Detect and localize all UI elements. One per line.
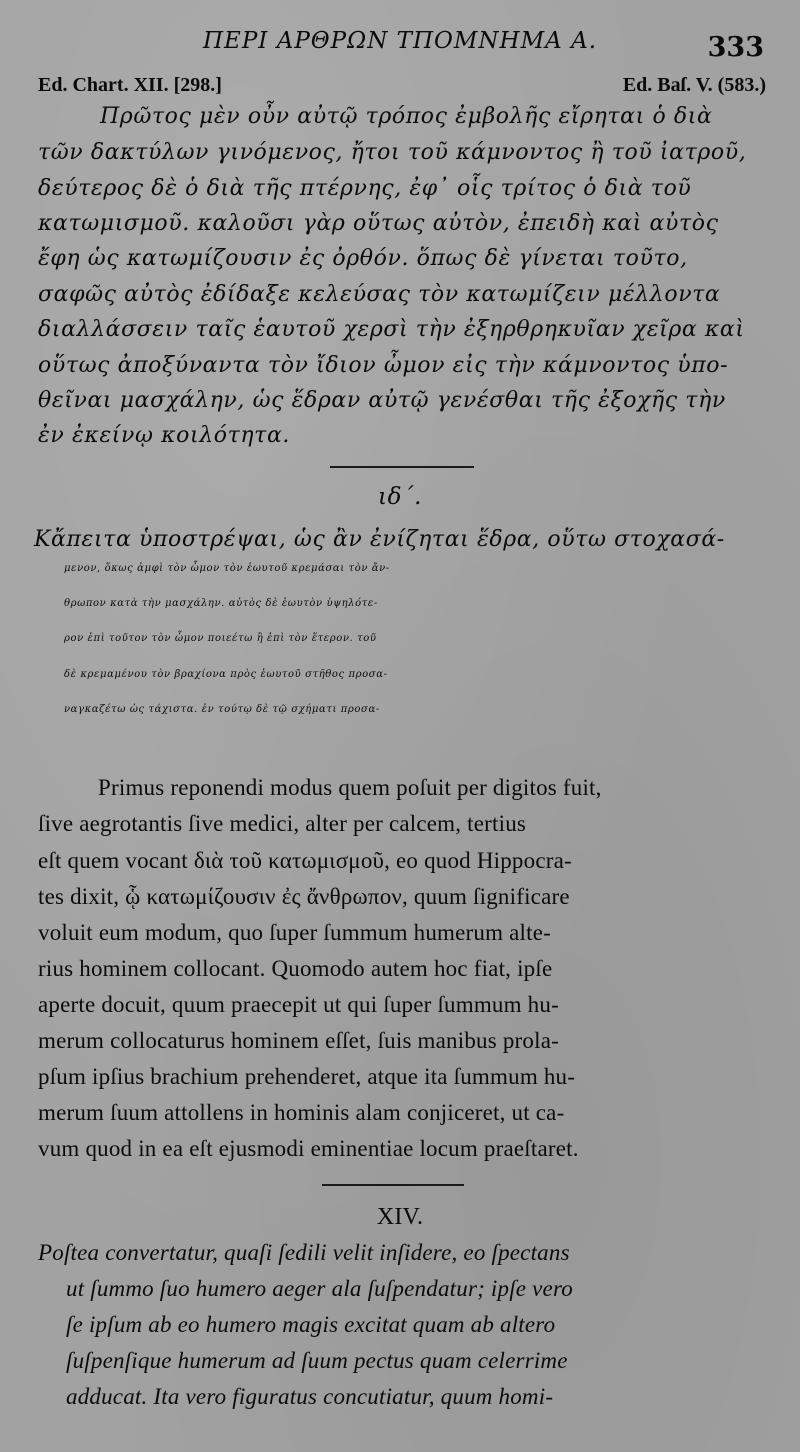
greek-line: δεύτερος δὲ ὁ διὰ τῆς πτέρνης, ἐφ᾽ οἷς τρίτος ὁ διὰ τοῦ [38, 176, 692, 201]
latin-italic-line: ſe ipſum ab eo humero magis excitat quam ab altero [66, 1312, 556, 1337]
greek-line: ρον ἐπὶ τοῦτον τὸν ὦμον ποιεέτω ἢ ἐπὶ τὸν ἕτερον. τοῦ [64, 633, 377, 644]
latin-line: pſum ipſius brachium prehenderet, atque ita ſummum hu- [38, 1064, 576, 1089]
latin-italic-line: ſuſpenſique humerum ad ſuum pectus quam celerrime [66, 1348, 568, 1373]
greek-line: θεῖναι μασχάλην, ὡς ἕδραν αὐτῷ γενέσθαι τῆς ἐξοχῆς τὴν [38, 388, 726, 413]
greek-line: σαφῶς αὐτὸς ἐδίδαξε κελεύσας τὸν κατωμίζειν μέλλοντα [38, 282, 721, 307]
greek-line: θρωπον κατὰ τὴν μασχάλην. αὐτὸς δὲ ἑωυτὸν ὑψηλότε- [64, 598, 378, 609]
section-number-latin: XIV. [376, 1204, 424, 1230]
section-number-greek: ιδ΄. [377, 484, 423, 510]
greek-line: μενον, ὅκως ἀμφὶ τὸν ὦμον τὸν ἑωυτοῦ κρεμάσαι τὸν ἄν- [64, 563, 390, 574]
edition-ref-left: Ed. Chart. XII. [298.] [38, 74, 222, 96]
latin-line: merum ſuum attollens in hominis alam conjiceret, ut ca- [38, 1100, 565, 1125]
latin-line: Primus reponendi modus quem poſuit per digitos fuit, [98, 775, 602, 800]
latin-line: voluit eum modum, quo ſuper ſummum humerum alte- [38, 920, 551, 945]
greek-line: διαλλάσσειν ταῖς ἑαυτοῦ χερσὶ τὴν ἐξηρθρηκυῖαν χεῖρα καὶ [38, 317, 745, 342]
greek-line: ἐν ἐκείνῳ κοιλότητα. [38, 423, 291, 448]
greek-line: κατωμισμοῦ. καλοῦσι γὰρ οὕτως αὐτὸν, ἐπειδὴ καὶ αὐτὸς [38, 211, 719, 236]
edition-ref-right: Ed. Baſ. V. (583.) [622, 74, 766, 96]
latin-italic-line: ut ſummo ſuo humero aeger ala ſuſpendatur; ipſe vero [66, 1276, 573, 1301]
section-divider [322, 1184, 464, 1186]
greek-line: Πρῶτος μὲν οὖν αὐτῷ τρόπος ἐμβολῆς εἴρηται ὁ διὰ [100, 104, 713, 129]
latin-italic-line: adducat. Ita vero figuratus concutiatur, quum homi- [66, 1384, 554, 1409]
page-number: 333 [707, 32, 764, 63]
greek-line: ναγκαζέτω ὡς τάχιστα. ἐν τούτῳ δὲ τῷ σχήματι προσα- [64, 704, 380, 715]
greek-line: οὕτως ἀποξύναντα τὸν ἴδιον ὦμον εἰς τὴν κάμνοντος ὑπο- [38, 353, 729, 378]
greek-line: ἔφη ὡς κατωμίζουσιν ἐς ὀρθόν. ὅπως δὲ γίνεται τοῦτο, [38, 246, 688, 271]
section-divider [330, 466, 474, 468]
greek-line: δὲ κρεμαμένου τὸν βραχίονα πρὸς ἑωυτοῦ στῆθος προσα- [64, 669, 388, 680]
latin-line: aperte docuit, quum praecepit ut qui ſuper ſummum hu- [38, 992, 559, 1017]
latin-line: rius hominem collocant. Quomodo autem hoc fiat, ipſe [38, 956, 553, 981]
latin-line: merum collocaturus hominem eſſet, ſuis manibus prola- [38, 1028, 559, 1053]
greek-line: τῶν δακτύλων γινόμενος, ἤτοι τοῦ κάμνοντος ἢ τοῦ ἰατροῦ, [38, 140, 747, 165]
latin-line: tes dixit, ᾧ κατωμίζουσιν ἐς ἄνθρωπον, quum ſignificare [38, 884, 570, 909]
greek-line: Κἄπειτα ὑποστρέψαι, ὡς ἂν ἐνίζηται ἕδρα, οὕτω στοχασά- [34, 527, 725, 552]
latin-line: vum quod in ea eſt ejusmodi eminentiae locum praeſtaret. [38, 1136, 579, 1161]
latin-line: eſt quem vocant διὰ τοῦ κατωμισμοῦ, eo quod Hippocra- [38, 848, 572, 873]
latin-line: ſive aegrotantis ſive medici, alter per calcem, tertius [38, 811, 527, 836]
latin-italic-line: Poſtea convertatur, quaſi ſedili velit inſidere, eo ſpectans [38, 1240, 570, 1265]
running-title: ΠΕΡΙ ΑΡΘΡΩΝ ΤΠΟΜΝΗΜΑ Α. [202, 28, 598, 54]
